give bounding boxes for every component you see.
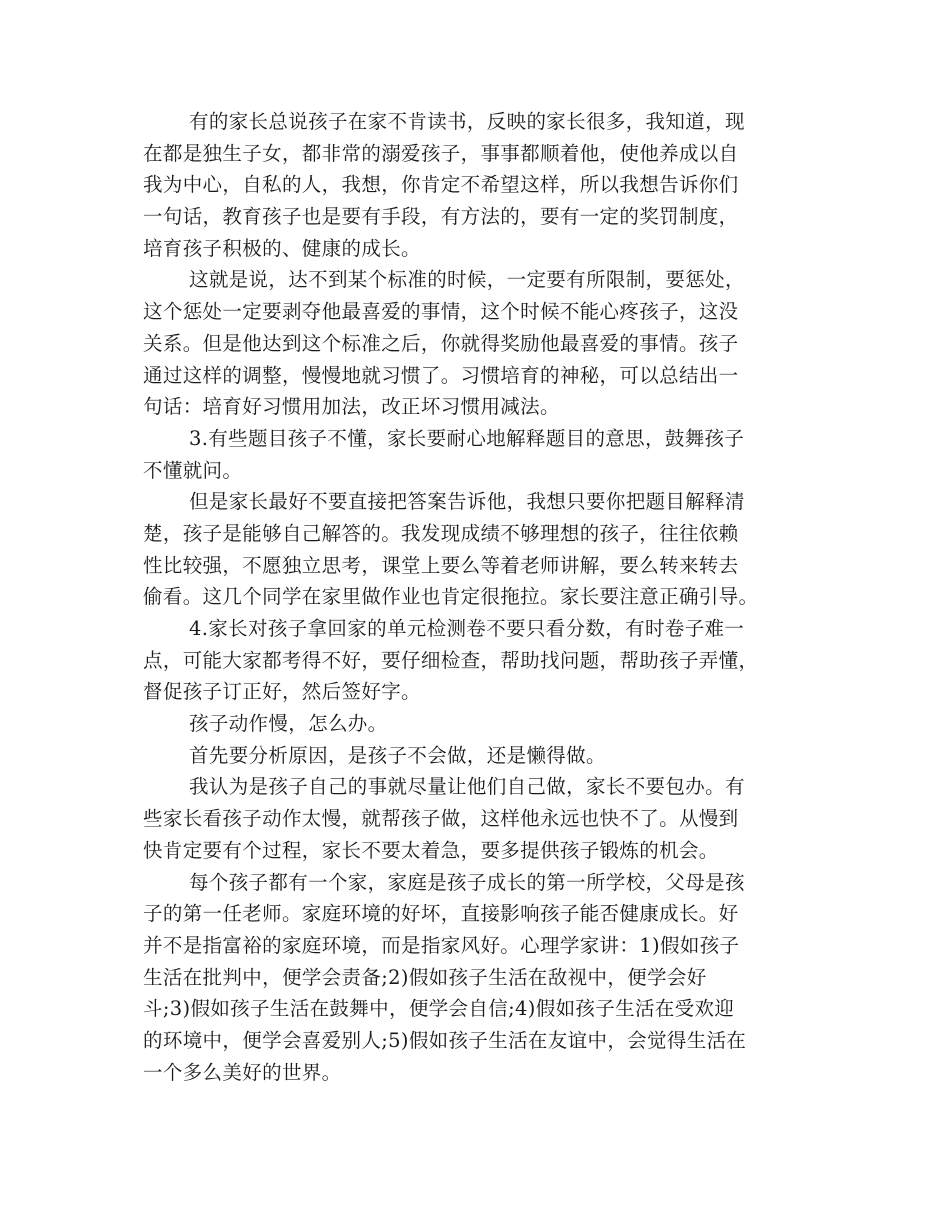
text-line: 孩子动作慢，怎么办。 bbox=[189, 712, 388, 736]
document-body bbox=[143, 106, 808, 1088]
text-line: 性比较强，不愿独立思考，课堂上要么等着老师讲解，要么转来转去 bbox=[143, 553, 739, 577]
text-line: 并不是指富裕的家庭环境，而是指家风好。心理学家讲：1)假如孩子 bbox=[143, 933, 740, 957]
text-line: 4.家长对孩子拿回家的单元检测卷不要只看分数，有时卷子难一 bbox=[189, 617, 745, 640]
text-line: 但是家长最好不要直接把答案告诉他，我想只要你把题目解释清 bbox=[189, 490, 745, 514]
text-line: 督促孩子订正好，然后签好字。 bbox=[143, 680, 421, 704]
text-line: 子的第一任老师。家庭环境的好坏，直接影响孩子能否健康成长。好 bbox=[143, 902, 739, 926]
text-line: 句话：培育好习惯用加法，改正坏习惯用减法。 bbox=[143, 395, 560, 419]
text-line: 这就是说，达不到某个标准的时候，一定要有所限制，要惩处， bbox=[189, 268, 745, 292]
text-line: 培育孩子积极的、健康的成长。 bbox=[143, 236, 421, 260]
text-line: 的环境中，便学会喜爱别人;5)假如孩子生活在友谊中，会觉得生活在 bbox=[143, 1028, 747, 1052]
text-line: 在都是独生子女，都非常的溺爱孩子，事事都顺着他，使他养成以自 bbox=[143, 141, 739, 165]
text-line: 一个多么美好的世界。 bbox=[143, 1060, 342, 1084]
text-line: 关系。但是他达到这个标准之后，你就得奖励他最喜爱的事情。孩子 bbox=[143, 331, 739, 355]
text-line: 我为中心，自私的人，我想，你肯定不希望这样，所以我想告诉你们 bbox=[143, 173, 739, 197]
text-line: 些家长看孩子动作太慢，就帮孩子做，这样他永远也快不了。从慢到 bbox=[143, 807, 739, 831]
text-line: 一句话，教育孩子也是要有手段，有方法的，要有一定的奖罚制度， bbox=[143, 205, 739, 229]
text-line: 首先要分析原因，是孩子不会做，还是懒得做。 bbox=[189, 743, 606, 767]
text-line: 快肯定要有个过程，家长不要太着急，要多提供孩子锻炼的机会。 bbox=[143, 838, 719, 862]
text-line: 我认为是孩子自己的事就尽量让他们自己做，家长不要包办。有 bbox=[189, 775, 745, 799]
text-line: 每个孩子都有一个家，家庭是孩子成长的第一所学校，父母是孩 bbox=[189, 870, 745, 894]
text-line: 3.有些题目孩子不懂，家长要耐心地解释题目的意思，鼓舞孩子 bbox=[189, 426, 745, 450]
text-line: 不懂就问。 bbox=[143, 458, 243, 482]
text-line: 有的家长总说孩子在家不肯读书，反映的家长很多，我知道，现 bbox=[189, 110, 745, 133]
text-line: 生活在批判中，便学会责备;2)假如孩子生活在敌视中，便学会好 bbox=[143, 965, 707, 989]
text-line: 偷看。这几个同学在家里做作业也肯定很拖拉。家长要注意正确引导。 bbox=[143, 585, 759, 609]
text-line: 楚，孩子是能够自己解答的。我发现成绩不够理想的孩子，往往依赖 bbox=[143, 521, 739, 545]
text-line: 通过这样的调整，慢慢地就习惯了。习惯培育的神秘，可以总结出一 bbox=[143, 363, 739, 387]
text-line: 点，可能大家都考得不好，要仔细检查，帮助找问题，帮助孩子弄懂， bbox=[143, 648, 759, 672]
text-line: 斗;3)假如孩子生活在鼓舞中，便学会自信;4)假如孩子生活在受欢迎 bbox=[143, 997, 735, 1021]
text-line: 这个惩处一定要剥夺他最喜爱的事情，这个时候不能心疼孩子，这没 bbox=[143, 300, 739, 324]
